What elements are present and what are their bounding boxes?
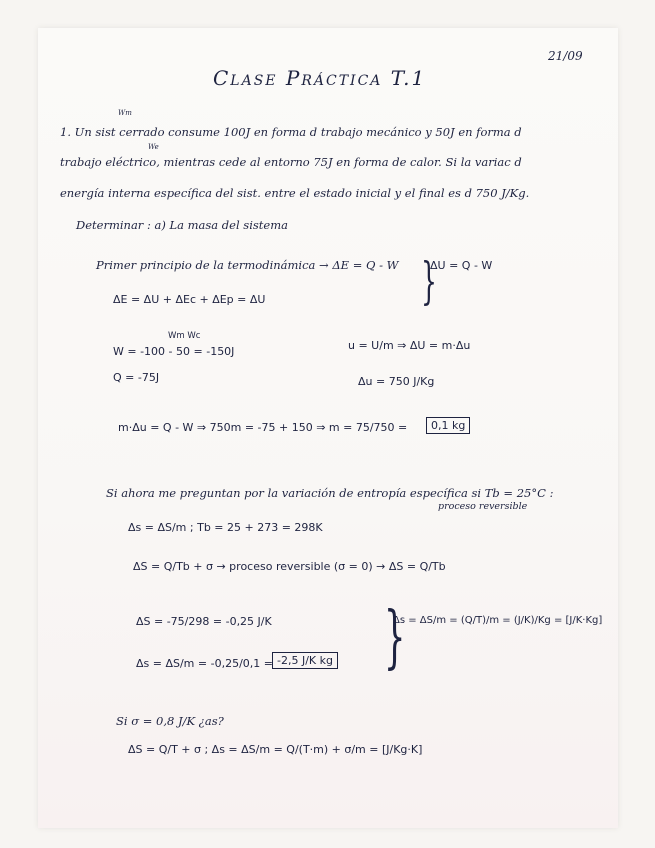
date: 21/09 bbox=[548, 49, 583, 63]
ds-result: -2,5 J/K kg bbox=[272, 652, 338, 669]
page-title: Clase Práctica T.1 bbox=[213, 66, 427, 90]
du-value: Δu = 750 J/Kg bbox=[358, 375, 435, 388]
entropy-question: Si ahora me preguntan por la variación de entropía específica si Tb = 25°C : bbox=[106, 486, 554, 500]
right-brace-2: } bbox=[383, 598, 406, 677]
u-definition: u = U/m ⇒ ΔU = m·Δu bbox=[348, 339, 471, 352]
units-check: Δs = ΔS/m = (Q/T)/m = (J/K)/Kg = [J/K·Kg] bbox=[393, 615, 603, 626]
ds-calculation: ΔS = -75/298 = -0,25 J/K bbox=[136, 615, 272, 628]
w-equation: W = -100 - 50 = -150J bbox=[113, 345, 235, 358]
sigma-question: Si σ = 0,8 J/K ¿as? bbox=[116, 714, 224, 728]
mass-result: 0,1 kg bbox=[426, 417, 470, 434]
notebook-page bbox=[38, 28, 618, 828]
result-du: ΔU = Q - W bbox=[430, 259, 493, 272]
sigma-equation: ΔS = Q/T + σ ; Δs = ΔS/m = Q/(T·m) + σ/m = [J/Kg·K] bbox=[128, 743, 423, 756]
right-brace: } bbox=[420, 252, 437, 310]
reversible-note: proceso reversible bbox=[438, 501, 528, 512]
ds-specific: Δs = ΔS/m = -0,25/0,1 = bbox=[136, 657, 273, 670]
delta-e-equation: ΔE = ΔU + ΔEc + ΔEp = ΔU bbox=[113, 293, 266, 306]
w-labels: Wm Wc bbox=[168, 331, 201, 341]
ds-equation: ΔS = Q/Tb + σ → proceso reversible (σ = 0) → ΔS = Q/Tb bbox=[133, 560, 446, 573]
mass-equation: m·Δu = Q - W ⇒ 750m = -75 + 150 ⇒ m = 75/750 = bbox=[118, 421, 408, 434]
problem-line-1: 1. Un sist cerrado consume 100J en forma d trabajo mecánico y 50J en forma d bbox=[60, 125, 522, 139]
problem-line-3: energía interna específica del sist. entre el estado inicial y el final es d 750 J/Kg. bbox=[60, 186, 530, 200]
ds-definition: Δs = ΔS/m ; Tb = 25 + 273 = 298K bbox=[128, 521, 323, 534]
annotation-wm: Wm bbox=[118, 109, 132, 117]
q-value: Q = -75J bbox=[113, 371, 160, 384]
first-law: Primer principio de la termodinámica → ΔE = Q - W bbox=[96, 258, 399, 272]
problem-line-4: Determinar : a) La masa del sistema bbox=[76, 218, 288, 232]
problem-line-2: trabajo eléctrico, mientras cede al entorno 75J en forma de calor. Si la variac d bbox=[60, 155, 522, 169]
annotation-we: We bbox=[148, 143, 159, 151]
